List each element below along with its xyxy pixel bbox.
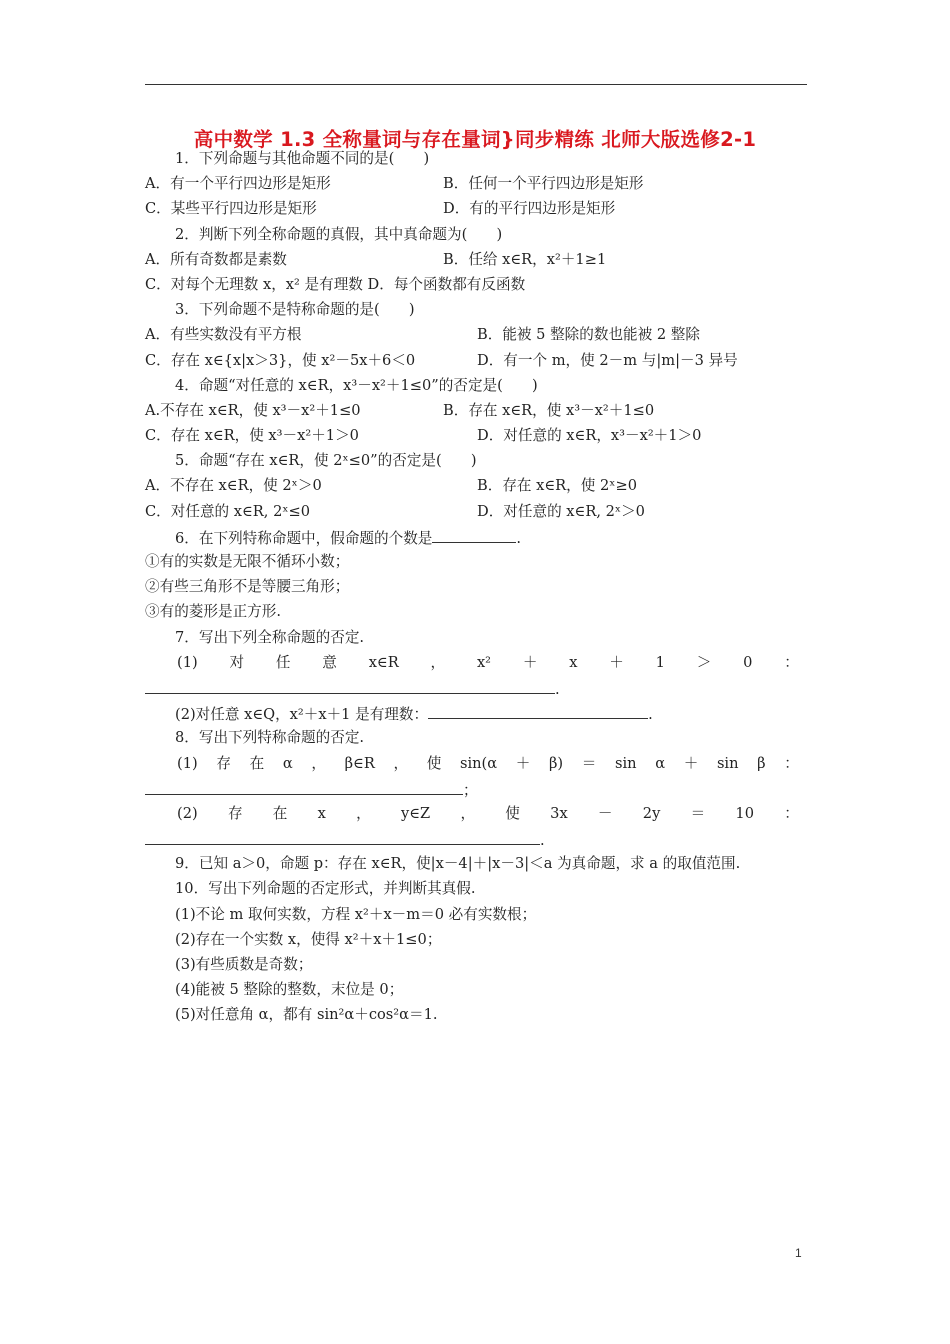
q7-p1-token: 0: [743, 653, 753, 671]
q4-stem: 4．命题“对任意的 x∈R，x³－x²＋1≤0”的否定是( ): [175, 376, 538, 394]
q1-options-ab: [145, 171, 805, 196]
q4-option-b: B．存在 x∈R，使 x³－x²＋1≤0: [443, 401, 655, 419]
q5-stem: 5．命题“存在 x∈R，使 2ˣ≤0”的否定是( ): [175, 452, 477, 470]
q8-p2-token: 3x: [550, 804, 568, 822]
q9-stem: 9．已知 a＞0，命题 p：存在 x∈R，使|x－4|＋|x－3|＜a 为真命题，求 a 的取值范围.: [175, 855, 741, 873]
q8-p1-token: ，: [311, 754, 326, 772]
q8-p1-token: α: [655, 754, 666, 772]
page-title: 高中数学 1.3 全称量词与存在量词}同步精练 北师大版选修2-1: [193, 128, 757, 151]
q7-p1-token: 1: [655, 653, 665, 671]
q5-options-cd: [145, 499, 805, 524]
q10-item-5: (5)对任意角 α，都有 sin²α＋cos²α＝1.: [175, 1006, 438, 1024]
q4-option-c: C．存在 x∈R，使 x³－x²＋1＞0: [145, 427, 359, 445]
q1-options-cd: [145, 196, 805, 221]
q8-p2-token: ，: [460, 804, 476, 822]
q8-p1-answer-blank[interactable]: [145, 776, 463, 795]
q8-p2-token: ，: [356, 804, 371, 822]
q8-p1-token: sin: [716, 754, 739, 772]
q7-p1-answer-blank[interactable]: [145, 675, 555, 694]
q7-p1-token: ＞: [696, 653, 712, 671]
q7-p2-answer-blank[interactable]: [428, 700, 648, 719]
q7-part-1: [145, 650, 805, 675]
q7-p1-token: ：: [784, 653, 799, 671]
q8-p1-token: ＝: [581, 754, 597, 772]
q8-p2-token: ＝: [690, 804, 706, 822]
q7-p1-token: (1): [177, 653, 198, 671]
q2-stem: 2．判断下列全称命题的真假，其中真命题为( ): [175, 225, 503, 243]
q7-p1-token: x²: [476, 653, 492, 671]
q8-p1-token: α: [282, 754, 293, 772]
q8-p2-answer-blank[interactable]: [145, 826, 540, 845]
q8-p2-token: 10: [735, 804, 754, 822]
q4-option-d: D．对任意的 x∈R，x³－x²＋1＞0: [477, 427, 702, 445]
q8-p2-token: －: [597, 804, 613, 822]
q6-item-2: ②有些三角形不是等腰三角形；: [145, 578, 350, 596]
q6-stem: 6．在下列特称命题中，假命题的个数是: [175, 529, 433, 547]
q8-p2-token: 使: [505, 804, 520, 822]
q7-p1-token: x: [569, 653, 578, 671]
q4-option-a: A.不存在 x∈R，使 x³－x²＋1≤0: [145, 401, 361, 419]
q7-p1-token: 意: [322, 653, 337, 671]
q8-part-2-answer: [145, 826, 805, 851]
q7-p1-token: x∈R: [368, 653, 399, 671]
q8-p1-token: ＋: [683, 754, 699, 772]
q8-p1-token: 存: [216, 754, 231, 772]
q8-p1-token: β∈R: [344, 754, 375, 772]
q5-option-a: A．不存在 x∈R，使 2ˣ＞0: [145, 477, 322, 495]
q7-p1-token: ＋: [522, 653, 538, 671]
q8-p1-token: ＋: [515, 754, 531, 772]
q1-option-b: B．任何一个平行四边形是矩形: [443, 175, 644, 193]
q8-p2-token: y∈Z: [401, 804, 431, 822]
q8-part-1-answer: [145, 776, 805, 801]
q3-option-d: D．有一个 m，使 2－m 与|m|－3 异号: [477, 351, 738, 369]
q6-item-1: ①有的实数是无限不循环小数；: [145, 553, 350, 570]
header-rule: [145, 84, 807, 85]
page-number: 1: [795, 1246, 802, 1260]
q8-p1-token: sin: [614, 754, 637, 772]
q8-p1-token: β): [548, 754, 564, 772]
q8-p2-token: (2): [177, 804, 198, 822]
q10-item-2: (2)存在一个实数 x，使得 x²＋x＋1≤0；: [175, 930, 442, 948]
q7-p2-end: .: [648, 706, 653, 724]
q7-p1-token: 对: [229, 653, 245, 671]
q7-p1-token: ，: [430, 653, 446, 671]
q7-p1-token: ＋: [609, 653, 624, 671]
q3-stem: 3．下列命题不是特称命题的是( ): [175, 301, 415, 319]
q8-p2-token: 在: [272, 804, 288, 822]
q7-part-1-answer: [145, 675, 805, 700]
q8-part-1: [145, 751, 805, 776]
q1-stem: 1．下列命题与其他命题不同的是( ): [175, 150, 430, 167]
q8-p2-token: 2y: [642, 804, 661, 822]
q2-options-cd: C．对每个无理数 x，x² 是有理数 D．每个函数都有反函数: [145, 275, 526, 293]
q6-item-3: ③有的菱形是正方形.: [145, 603, 281, 621]
q5-option-b: B．存在 x∈R，使 2ˣ≥0: [477, 477, 637, 495]
q8-p1-token: 在: [249, 754, 265, 772]
q10-item-3: (3)有些质数是奇数；: [175, 956, 313, 973]
q2-options-ab: [145, 247, 805, 272]
q8-p2-token: ：: [784, 804, 799, 822]
q6-answer-blank[interactable]: [432, 524, 516, 543]
q3-options-ab: [145, 322, 805, 347]
q10-item-4: (4)能被 5 整除的整数，末位是 0；: [175, 981, 404, 999]
q10-stem: 10．写出下列命题的否定形式，并判断其真假.: [175, 880, 476, 898]
q7-stem: 7．写出下列全称命题的否定.: [175, 628, 365, 646]
q7-part-2: [145, 700, 805, 725]
q8-p2-end: .: [540, 832, 545, 850]
q3-option-c: C．存在 x∈{x|x＞3}，使 x²－5x＋6＜0: [145, 351, 416, 369]
q6-stem-line: [145, 524, 805, 549]
q8-p1-token: β: [757, 754, 766, 772]
q7-p2-text: (2)对任意 x∈Q，x²＋x＋1 是有理数：: [175, 706, 429, 724]
q8-p1-token: ，: [393, 754, 409, 772]
q6-stem-end: .: [516, 529, 522, 547]
q1-option-a: A．有一个平行四边形是矩形: [145, 175, 331, 193]
q8-part-2: [145, 801, 805, 826]
q1-option-d: D．有的平行四边形是矩形: [443, 200, 616, 218]
document-body: [145, 146, 805, 1028]
q8-p1-token: ：: [784, 754, 799, 772]
q4-options-ab: [145, 398, 805, 423]
q10-item-1: (1)不论 m 取何实数，方程 x²＋x－m＝0 必有实数根；: [175, 905, 537, 923]
q7-p1-end: .: [555, 680, 560, 698]
q8-p1-end: ；: [463, 781, 478, 799]
q3-options-cd: [145, 348, 805, 373]
q4-options-cd: [145, 423, 805, 448]
q8-stem: 8．写出下列特称命题的否定.: [175, 729, 365, 747]
q2-option-b: B．任给 x∈R，x²＋1≥1: [443, 250, 607, 268]
q5-options-ab: [145, 473, 805, 498]
q8-p1-token: sin(α: [459, 754, 498, 772]
q1-option-c: C．某些平行四边形是矩形: [145, 200, 317, 218]
q7-p1-token: 任: [275, 653, 291, 671]
q8-p2-token: x: [317, 804, 326, 822]
q3-option-a: A．有些实数没有平方根: [145, 326, 302, 344]
q2-option-a: A．所有奇数都是素数: [145, 250, 287, 268]
q8-p1-token: 使: [426, 754, 442, 772]
q8-p1-token: (1): [177, 754, 198, 772]
q3-option-b: B．能被 5 整除的数也能被 2 整除: [477, 326, 700, 344]
q5-option-d: D．对任意的 x∈R, 2ˣ＞0: [477, 502, 645, 520]
q5-option-c: C．对任意的 x∈R, 2ˣ≤0: [145, 502, 311, 520]
q8-p2-token: 存: [227, 804, 243, 822]
